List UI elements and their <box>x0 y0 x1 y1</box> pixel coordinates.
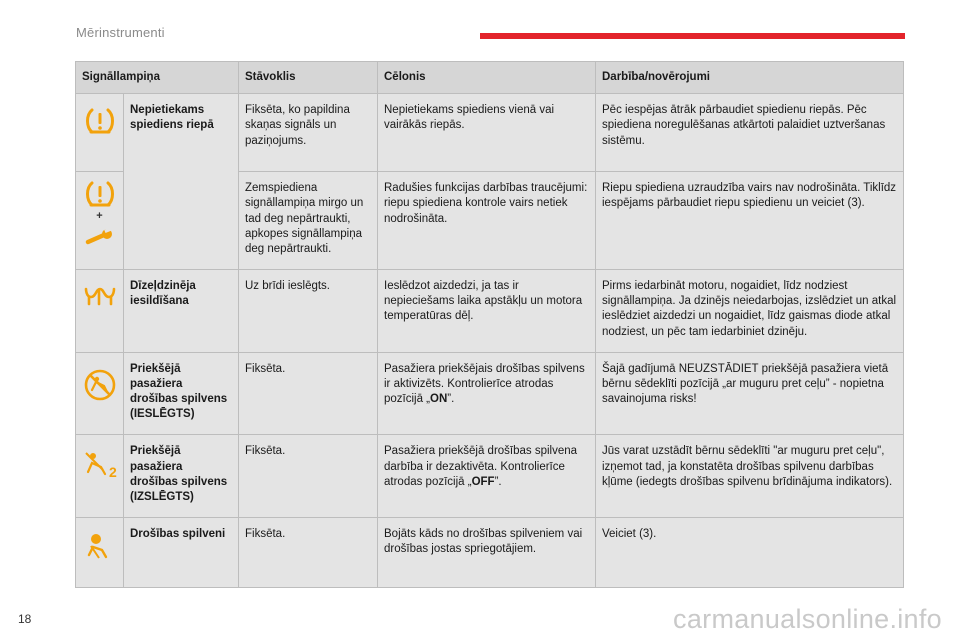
icon-cell <box>76 435 124 518</box>
lamp-cause: Pasažiera priekšējā drošības spilvena darbība ir dezaktivēta. Kontrolierīce atrodas pozīcijā „OFF”. <box>378 435 596 518</box>
icon-cell <box>76 518 124 588</box>
lamp-name: Priekšējā pasažiera drošības spilvens (IESLĒGTS) <box>124 352 239 435</box>
airbag-on-warning-icon <box>83 368 117 402</box>
svg-text:2: 2 <box>108 464 117 481</box>
table-header-row <box>76 62 904 94</box>
table-row <box>76 435 904 518</box>
lamp-state: Fiksēta. <box>239 352 378 435</box>
plus-sign: + <box>96 210 103 223</box>
lamp-cause: Radušies funkcijas darbības traucējumi: riepu spiediena kontrole vairs netiek nodrošināta. <box>378 172 596 270</box>
lamp-action: Veiciet (3). <box>596 518 904 588</box>
icon-cell <box>76 94 124 172</box>
warning-lamps-table <box>75 61 904 588</box>
lamp-cause: Bojāts kāds no drošības spilveniem vai drošības jostas spriegotājiem. <box>378 518 596 588</box>
table-row <box>76 518 904 588</box>
lamp-action: Riepu spiediena uzraudzība vairs nav nodrošināta. Tiklīdz iespējams pārbaudiet riepu spiedienu un veiciet (3). <box>596 172 904 270</box>
lamp-action: Pēc iespējas ātrāk pārbaudiet spiedienu riepās. Pēc spiediena noregulēšanas atkārtoti palaidiet uztveršanas sistēmu. <box>596 94 904 172</box>
section-title: Mērinstrumenti <box>76 25 165 40</box>
lamp-cause: Pasažiera priekšējais drošības spilvens ir aktivizēts. Kontrolierīce atrodas pozīcijā „ON”. <box>378 352 596 435</box>
header-accent-bar <box>480 33 905 39</box>
tyre-pressure-warning-icon <box>84 107 116 137</box>
table-row <box>76 270 904 353</box>
lamp-name: Drošības spilveni <box>124 518 239 588</box>
watermark: carmanualsonline.info <box>673 604 942 634</box>
lamp-cause: Ieslēdzot aizdedzi, ja tas ir nepieciešams laika apstākļu un motora temperatūras dēļ. <box>378 270 596 353</box>
icon-cell <box>76 352 124 435</box>
lamp-name: Nepietiekams spiediens riepā <box>124 94 239 270</box>
lamp-state: Fiksēta. <box>239 435 378 518</box>
lamp-cause: Nepietiekams spiediens vienā vai vairākās riepās. <box>378 94 596 172</box>
airbag-off-icon <box>83 450 117 480</box>
tyre-pressure-warning-icon <box>84 180 116 210</box>
column-header-cause: Cēlonis <box>378 62 596 94</box>
column-header-lamp: Signāllampiņa <box>76 62 239 94</box>
icon-cell <box>76 172 124 270</box>
lamp-action: Jūs varat uzstādīt bērnu sēdeklīti "ar muguru pret ceļu", izņemot tad, ja konstatēta drošības spilvenu darbības kļūme (iedegts drošības spilvenu brīdinājuma indikators). <box>596 435 904 518</box>
lamp-action: Pirms iedarbināt motoru, nogaidiet, līdz nodziest signāllampiņa. Ja dzinējs neiedarbojas, izslēdziet un atkal ieslēdziet aizdedzi un nogaidiet, līdz gaismas diode atkal nodziest, un pēc tam iedarbiniet dzinēju. <box>596 270 904 353</box>
table-row <box>76 94 904 172</box>
column-header-state: Stāvoklis <box>239 62 378 94</box>
airbag-icon <box>83 531 117 561</box>
lamp-state: Fiksēta, ko papildina skaņas signāls un paziņojums. <box>239 94 378 172</box>
lamp-state: Zemspiediena signāllampiņa mirgo un tad deg nepārtraukti, apkopes signāllampiņa deg nepārtraukti. <box>239 172 378 270</box>
lamp-name: Dīzeļdzinēja iesildīšana <box>124 270 239 353</box>
glow-plug-icon <box>83 287 117 307</box>
table-row <box>76 352 904 435</box>
lamp-state: Fiksēta. <box>239 518 378 588</box>
icon-cell <box>76 270 124 353</box>
lamp-name: Priekšējā pasažiera drošības spilvens (IZSLĒGTS) <box>124 435 239 518</box>
page-number: 18 <box>18 612 32 626</box>
lamp-state: Uz brīdi ieslēgts. <box>239 270 378 353</box>
lamp-action: Šajā gadījumā NEUZSTĀDIET priekšējā pasažiera vietā bērnu sēdeklīti pozīcijā „ar muguru pret ceļu” - nopietna savainojuma risks! <box>596 352 904 435</box>
column-header-action: Darbība/novērojumi <box>596 62 904 94</box>
wrench-icon <box>85 228 115 248</box>
